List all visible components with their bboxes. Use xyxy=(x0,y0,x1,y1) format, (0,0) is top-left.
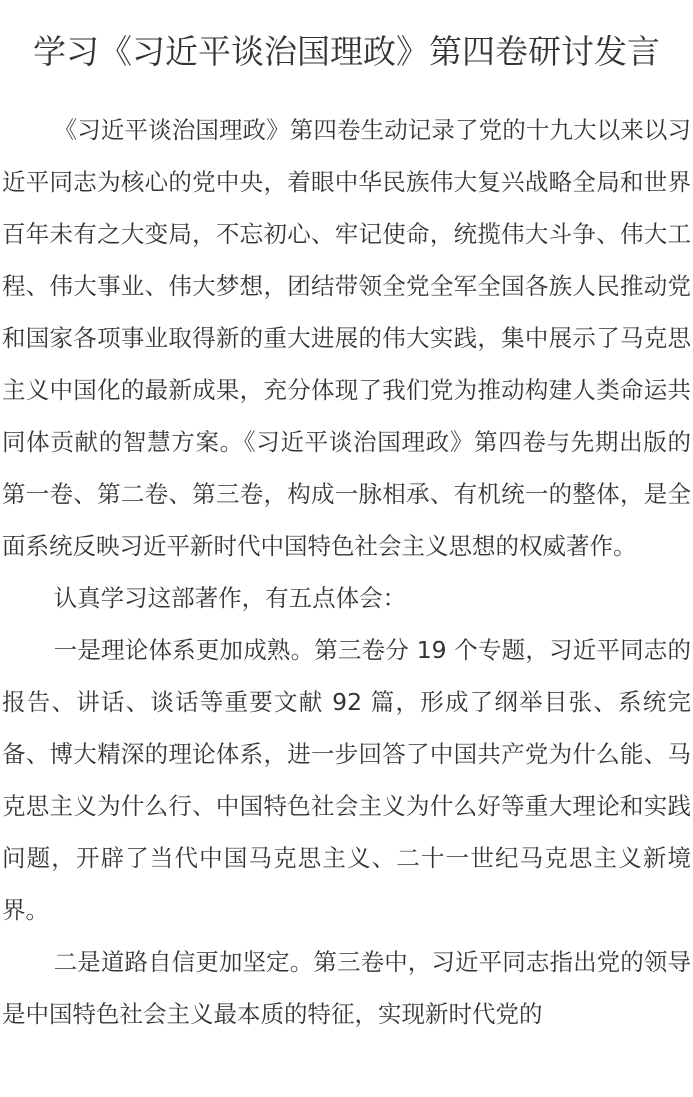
document-title: 学习《习近平谈治国理政》第四卷研讨发言 xyxy=(33,32,660,71)
paragraph-summary-lead: 认真学习这部著作，有五点体会： xyxy=(53,584,407,612)
paragraph-point-two: 二是道路自信更加坚定。第三卷中，习近平同志指出党的领导是中国特色社会主义最本质的特征，实现新时代党的 xyxy=(2,948,691,1028)
document-body xyxy=(0,104,693,1040)
paragraph-point-one: 一是理论体系更加成熟。第三卷分 19 个专题，习近平同志的报告、讲话、谈话等重要文献 92 篇，形成了纲举目张、系统完备、博大精深的理论体系，进一步回答了中国共产党为什么能、马克思主义为什么行、中国特色社会主义为什么好等重大理论和实践问题，开辟了当代中国马克思主义、二十一世纪马克思主义新境界。 xyxy=(2,636,691,924)
paragraph-intro: 《习近平谈治国理政》第四卷生动记录了党的十九大以来以习近平同志为核心的党中央，着眼中华民族伟大复兴战略全局和世界百年未有之大变局，不忘初心、牢记使命，统揽伟大斗争、伟大工程、伟大事业、伟大梦想，团结带领全党全军全国各族人民推动党和国家各项事业取得新的重大进展的伟大实践，集中展示了马克思主义中国化的最新成果，充分体现了我们党为推动构建人类命运共同体贡献的智慧方案。《习近平谈治国理政》第四卷与先期出版的第一卷、第二卷、第三卷，构成一脉相承、有机统一的整体，是全面系统反映习近平新时代中国特色社会主义思想的权威著作。 xyxy=(2,116,691,560)
